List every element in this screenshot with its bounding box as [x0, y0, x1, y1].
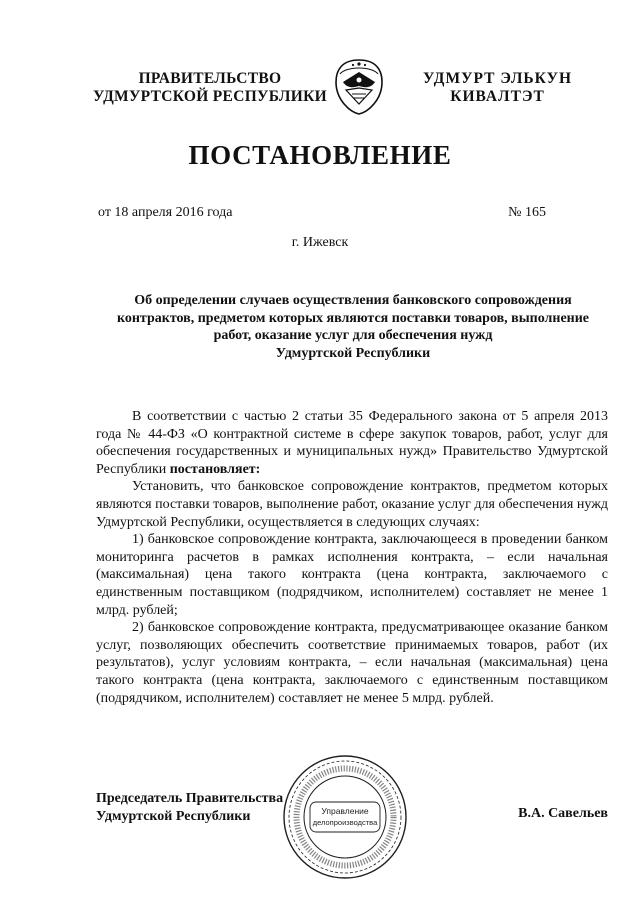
document-date: от 18 апреля 2016 года — [98, 205, 233, 220]
body-paragraph-1-bold: постановляет: — [169, 461, 261, 477]
government-name-russian — [90, 70, 330, 106]
document-number: № 165 — [508, 205, 546, 220]
signatory-position-line2: Удмуртской Республики — [96, 809, 251, 824]
document-city: г. Ижевск — [291, 235, 349, 250]
signatory-position-line1: Председатель Правительства — [96, 791, 284, 806]
subject-line4: Удмуртской Республики — [275, 345, 431, 361]
document-body — [96, 408, 608, 707]
subject-line2: контрактов, предметом которых являются поставки товаров, выполнение — [116, 310, 590, 326]
body-paragraph-1-text: В соответствии с частью 2 статьи 35 Федерального закона от 5 апреля 2013 года № 44-ФЗ «О контрактной системе в сфере закупок товаров, работ, услуг для обеспечения государственных и муниципальных нужд» Правительство Удмуртской Республики — [96, 409, 608, 477]
udmurt-coat-of-arms-icon — [332, 58, 386, 116]
document-subject — [108, 292, 598, 362]
body-paragraph-1 — [96, 408, 608, 478]
government-name-line1: ПРАВИТЕЛЬСТВО — [138, 70, 282, 87]
round-seal-icon — [280, 752, 410, 882]
body-paragraph-3: 1) банковское сопровождение контракта, заключающееся в проведении банком мониторинга расчетов в рамках исполнения контракта, – если начальная (максимальная) цена такого контракта (цена контракта, заключаемого с единственным поставщиком (подрядчиком, исполнителем) составляет не менее 1 млрд. рублей; — [96, 532, 608, 618]
subject-line3: работ, оказание услуг для обеспечения нужд — [213, 328, 493, 343]
government-name-udmurt-line2: КИВАЛТЭТ — [450, 88, 545, 105]
government-name-udmurt — [415, 70, 580, 106]
stamp-center-line2: делопроизводства — [312, 818, 378, 827]
government-name-line2: УДМУРТСКОЙ РЕСПУБЛИКИ — [92, 88, 327, 105]
body-paragraph-4: 2) банковское сопровождение контракта, предусматривающее оказание банком услуг, позволяющих обеспечить соответствие принимаемых товаров, работ (их результатов), услуг условиям контракта, – если начальная (максимальная) цена такого контракта (цена контракта, заключаемого с единственным поставщиком (подрядчиком, исполнителем) составляет не менее 5 млрд. рублей. — [96, 620, 608, 706]
signatory-name: В.А. Савельев — [518, 806, 608, 821]
government-name-udmurt-line1: УДМУРТ ЭЛЬКУН — [422, 70, 573, 87]
subject-line1: Об определении случаев осуществления банковского сопровождения — [134, 293, 572, 308]
document-title: ПОСТАНОВЛЕНИЕ — [188, 140, 452, 170]
body-paragraph-2: Установить, что банковское сопровождение контрактов, предметом которых являются поставки товаров, выполнение работ, оказание услуг для обеспечения нужд Удмуртской Республики, осуществляется в следующих случаях: — [96, 479, 608, 530]
stamp-center-line1: Управление — [321, 806, 369, 816]
signatory-position — [96, 790, 283, 826]
